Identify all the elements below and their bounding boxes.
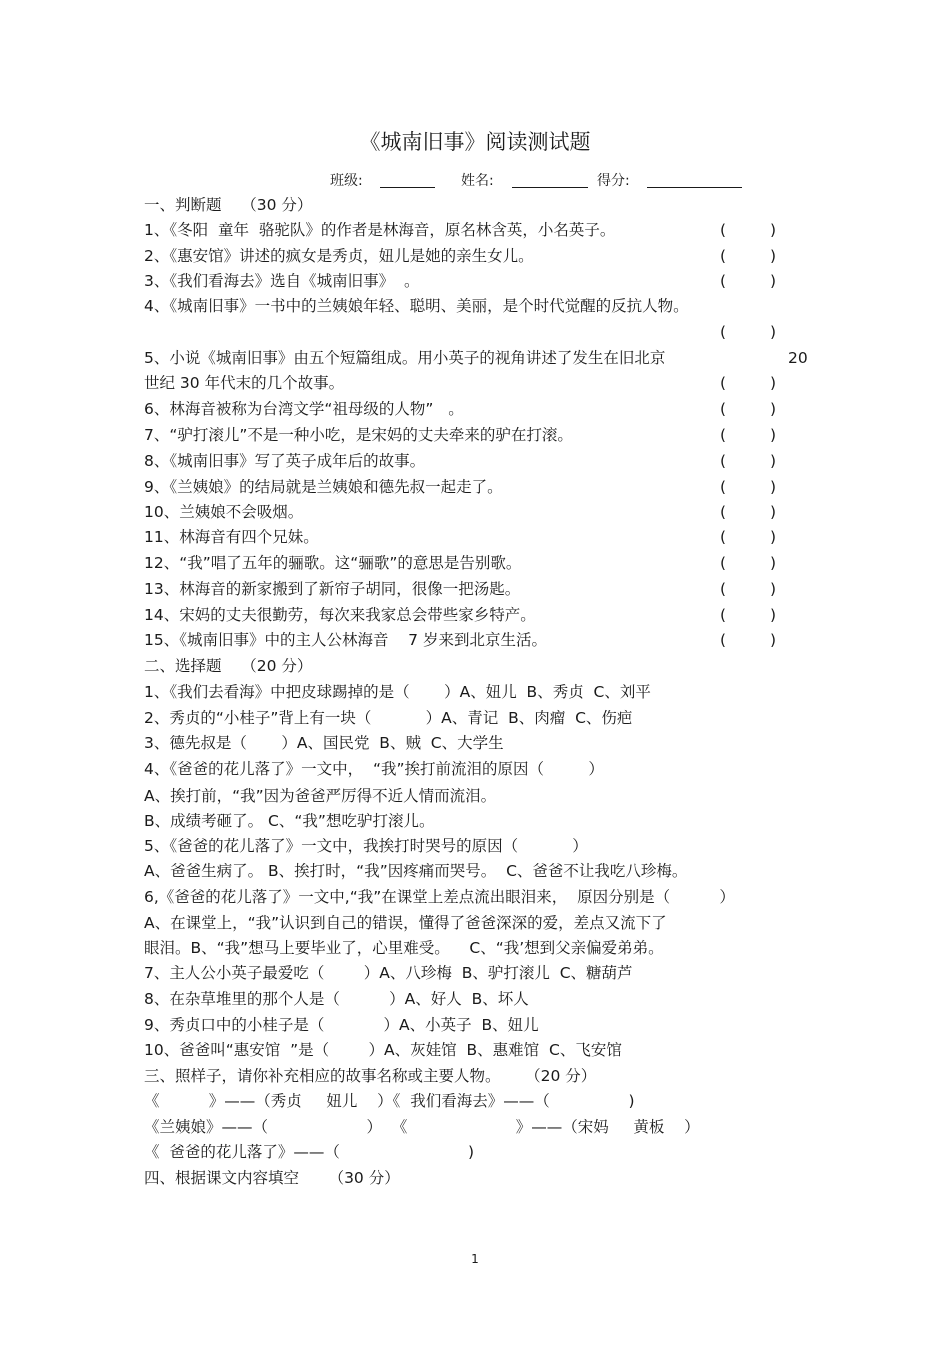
answer-parens[interactable]: ( ) <box>720 528 776 546</box>
choice-item: B、成绩考砸了。 C、“我”想吃驴打滚儿。 <box>144 812 435 830</box>
answer-parens[interactable]: ( ) <box>720 478 776 496</box>
judge-item: 12、“我”唱了五年的骊歌。这“骊歌”的意思是告别歌。 <box>144 554 522 572</box>
judge-item: 3、《我们看海去》选自《城南旧事》 。 <box>144 272 420 290</box>
answer-parens[interactable]: ( ) <box>720 247 776 265</box>
judge-item: 14、宋妈的丈夫很勤劳，每次来我家总会带些家乡特产。 <box>144 606 536 624</box>
judge-item: 13、林海音的新家搬到了新帘子胡同，很像一把汤匙。 <box>144 580 521 598</box>
judge-item: 世纪 30 年代末的几个故事。 <box>144 374 345 392</box>
judge-item: 4、《城南旧事》一书中的兰姨娘年轻、聪明、美丽，是个时代觉醒的反抗人物。 <box>144 297 689 315</box>
judge-item: 8、《城南旧事》写了英子成年后的故事。 <box>144 452 426 470</box>
choice-item: 2、秀贞的“小桂子”背上有一块（ ）A、青记 B、肉瘤 C、伤疤 <box>144 709 633 727</box>
choice-item: 4、《爸爸的花儿落了》一文中， “我”挨打前流泪的原因（ ） <box>144 760 604 778</box>
judge-item: 7、“驴打滚儿”不是一种小吃，是宋妈的丈夫牵来的驴在打滚。 <box>144 426 573 444</box>
choice-item: 9、秀贞口中的小桂子是（ ）A、小英子 B、妞儿 <box>144 1016 539 1034</box>
choice-item: 1、《我们去看海》中把皮球踢掉的是（ ）A、妞儿 B、秀贞 C、刘平 <box>144 683 651 701</box>
choice-item: 10、爸爸叫“惠安馆 ”是（ ）A、灰娃馆 B、惠难馆 C、飞安馆 <box>144 1041 622 1059</box>
answer-parens[interactable]: ( ) <box>720 272 776 290</box>
page-number: 1 <box>471 1252 479 1266</box>
answer-parens[interactable]: ( ) <box>720 452 776 470</box>
answer-parens[interactable]: ( ) <box>720 400 776 418</box>
answer-parens[interactable]: ( ) <box>720 606 776 624</box>
score-label: 得分: <box>597 173 630 189</box>
page-title: 《城南旧事》阅读测试题 <box>359 130 591 154</box>
choice-item: 3、德先叔是（ ）A、国民党 B、贼 C、大学生 <box>144 734 504 752</box>
fill-item: 《兰姨娘》——（ ） 《 》——（宋妈 黄板 ） <box>144 1118 700 1136</box>
judge-item: 6、林海音被称为台湾文学“祖母级的人物” 。 <box>144 400 464 418</box>
answer-parens[interactable]: ( ) <box>720 374 776 392</box>
section-heading: 三、照样子，请你补充相应的故事名称或主要人物。 （20 分） <box>144 1067 597 1085</box>
choice-item: 8、在杂草堆里的那个人是（ ）A、好人 B、坏人 <box>144 990 529 1008</box>
answer-parens[interactable]: ( ) <box>720 426 776 444</box>
name-blank[interactable] <box>512 187 588 188</box>
answer-parens[interactable]: ( ) <box>720 503 776 521</box>
section-heading: 四、根据课文内容填空 （30 分） <box>144 1169 400 1187</box>
answer-parens[interactable]: ( ) <box>720 323 776 341</box>
answer-parens[interactable]: ( ) <box>720 631 776 649</box>
fill-item: 《 》——（秀贞 妞儿 ）《 我们看海去》——（ ) <box>144 1092 635 1110</box>
fill-item: 《 爸爸的花儿落了》——（ ) <box>144 1143 475 1161</box>
choice-item: 5、《爸爸的花儿落了》一文中，我挨打时哭号的原因（ ） <box>144 837 588 855</box>
judge-item: 9、《兰姨娘》的结局就是兰姨娘和德先叔一起走了。 <box>144 478 503 496</box>
class-blank[interactable] <box>380 187 435 188</box>
answer-parens[interactable]: ( ) <box>720 221 776 239</box>
choice-item: 眼泪。B、“我”想马上要毕业了，心里难受。 C、“我’想到父亲偏爱弟弟。 <box>144 939 664 957</box>
name-label: 姓名: <box>461 173 494 189</box>
choice-item: A、爸爸生病了。 B、挨打时，“我”因疼痛而哭号。 C、爸爸不让我吃八珍梅。 <box>144 862 688 880</box>
judge-item: 10、兰姨娘不会吸烟。 <box>144 503 304 521</box>
judge-item: 15、《城南旧事》中的主人公林海音 7 岁来到北京生活。 <box>144 631 547 649</box>
answer-parens[interactable]: ( ) <box>720 554 776 572</box>
judge-item: 2、《惠安馆》讲述的疯女是秀贞，妞儿是她的亲生女儿。 <box>144 247 534 265</box>
choice-item: 7、主人公小英子最爱吃（ ）A、八珍梅 B、驴打滚儿 C、糖葫芦 <box>144 964 633 982</box>
judge-item: 1、《冬阳 童年 骆驼队》的作者是林海音，原名林含英，小名英子。 <box>144 221 616 239</box>
judge-item: 5、小说《城南旧事》由五个短篇组成。用小英子的视角讲述了发生在旧北京 <box>144 349 666 367</box>
judge-item-continued: 20 <box>788 349 808 367</box>
judge-item: 11、林海音有四个兄妹。 <box>144 528 319 546</box>
score-blank[interactable] <box>647 187 742 188</box>
choice-item: A、在课堂上，“我”认识到自己的错误，懂得了爸爸深深的爱，差点又流下了 <box>144 914 667 932</box>
class-label: 班级: <box>330 173 363 189</box>
choice-item: 6,《爸爸的花儿落了》一文中,“我”在课堂上差点流出眼泪来， 原因分别是（ ） <box>144 888 735 906</box>
section-heading: 一、判断题 （30 分） <box>144 196 313 214</box>
answer-parens[interactable]: ( ) <box>720 580 776 598</box>
choice-item: A、挨打前，“我”因为爸爸严厉得不近人情而流泪。 <box>144 787 497 805</box>
section-heading: 二、选择题 （20 分） <box>144 657 313 675</box>
